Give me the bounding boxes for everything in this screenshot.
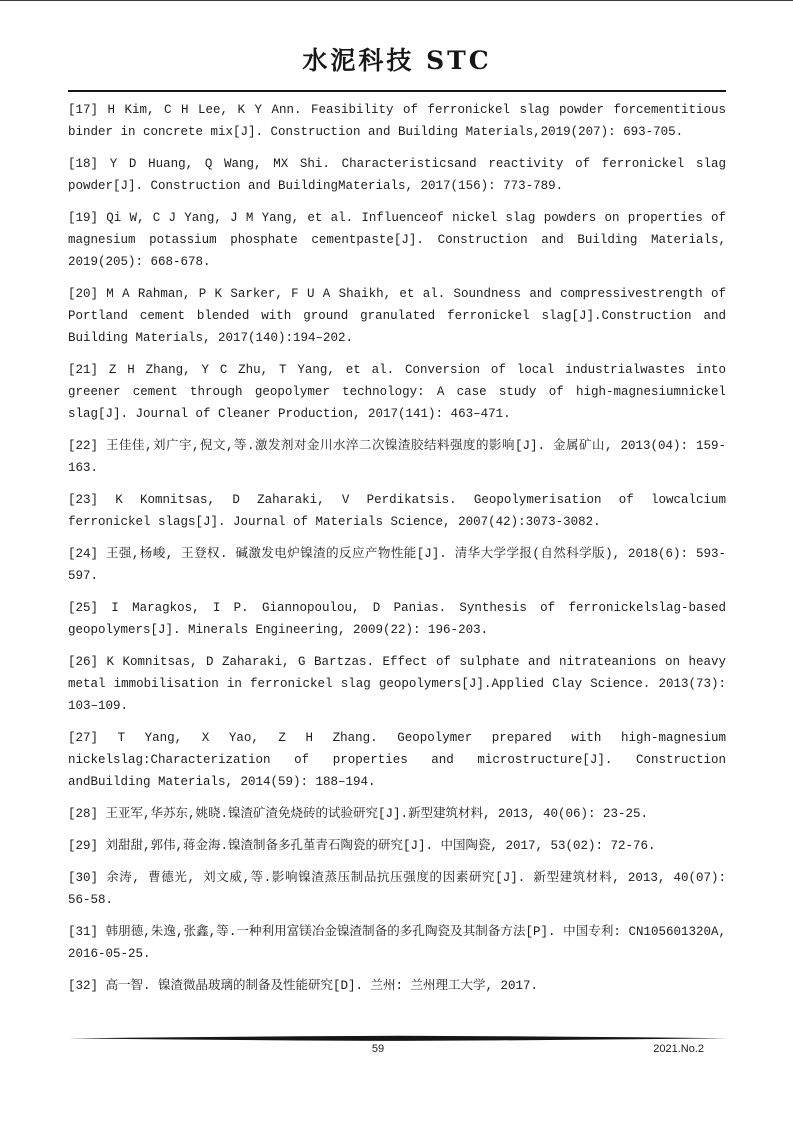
reference-20: [20] M A Rahman, P K Sarker, F U A Shaikh, et al. Soundness and compressivestrength of Portland cement blended with ground granulated ferronickel slag[J].Construction and Building Materials, 2017(140):194–202. <box>68 287 726 345</box>
page-number: 59 <box>371 1043 385 1055</box>
reference-23: [23] K Komnitsas, D Zaharaki, V Perdikatsis. Geopolymerisation of lowcalcium ferronickel slags[J]. Journal of Materials Science, 2007(42):3073-3082. <box>68 493 726 529</box>
reference-21: [21] Z H Zhang, Y C Zhu, T Yang, et al. Conversion of local industrialwastes into greener cement through geopolymer technology: A case study of high-magnesiumnickel slag[J]. Journal of Cleaner Production, 2017(141): 463–471. <box>68 363 726 421</box>
reference-24: [24] 王强,杨峻, 王登权. 碱激发电炉镍渣的反应产物性能[J]. 清华大学学报(自然科学版), 2018(6): 593-597. <box>68 547 726 583</box>
reference-31: [31] 韩朋德,朱逸,张鑫,等.一种利用富镁冶金镍渣制备的多孔陶瓷及其制备方法[P]. 中国专利: CN105601320A, 2016-05-25. <box>68 925 726 961</box>
footer-row <box>68 1043 728 1059</box>
reference-22: [22] 王佳佳,刘广宇,倪文,等.激发剂对金川水淬二次镍渣胶结料强度的影响[J]. 金属矿山, 2013(04): 159-163. <box>68 439 726 475</box>
page-footer <box>68 1035 728 1059</box>
issue-label: 2021.No.2 <box>653 1043 704 1055</box>
references-section <box>68 99 726 997</box>
reference-30: [30] 余涛, 曹德光, 刘文威,等.影响镍渣蒸压制品抗压强度的因素研究[J]. 新型建筑材料, 2013, 40(07): 56-58. <box>68 871 726 907</box>
reference-28: [28] 王亚军,华苏东,姚晓.镍渣矿渣免烧砖的试验研究[J].新型建筑材料, 2013, 40(06): 23-25. <box>68 807 649 821</box>
reference-19: [19] Qi W, C J Yang, J M Yang, et al. Influenceof nickel slag powders on properties of magnesium potassium phosphate cementpaste[J]. Construction and Building Materials, 2019(205): 668-678. <box>68 211 726 269</box>
page-content <box>68 1 726 1122</box>
footer-decorative-rule <box>68 1035 728 1042</box>
reference-18: [18] Y D Huang, Q Wang, MX Shi. Characteristicsand reactivity of ferronickel slag powder[J]. Construction and BuildingMaterials, 2017(156): 773-789. <box>68 157 726 193</box>
journal-title: 水泥科技 STC <box>302 46 492 75</box>
header-rule <box>68 90 726 92</box>
reference-26: [26] K Komnitsas, D Zaharaki, G Bartzas. Effect of sulphate and nitrateanions on heavy metal immobilisation in ferronickel slag geopolymers[J].Applied Clay Science. 2013(73): 103–109. <box>68 655 726 713</box>
reference-25: [25] I Maragkos, I P. Giannopoulou, D Panias. Synthesis of ferronickelslag-based geopolymers[J]. Minerals Engineering, 2009(22): 196-203. <box>68 601 726 637</box>
reference-27: [27] T Yang, X Yao, Z H Zhang. Geopolymer prepared with high-magnesium nickelslag:Characterization of properties and microstructure[J]. Construction andBuilding Materials, 2014(59): 188–194. <box>68 731 726 789</box>
page-header <box>68 1 726 77</box>
reference-17: [17] H Kim, C H Lee, K Y Ann. Feasibility of ferronickel slag powder forcementitious binder in concrete mix[J]. Construction and Building Materials,2019(207): 693-705. <box>68 103 726 139</box>
reference-29: [29] 刘甜甜,郭伟,蒋金海.镍渣制备多孔堇青石陶瓷的研究[J]. 中国陶瓷, 2017, 53(02): 72-76. <box>68 839 656 853</box>
reference-32: [32] 高一智. 镍渣微晶玻璃的制备及性能研究[D]. 兰州: 兰州理工大学, 2017. <box>68 979 539 993</box>
